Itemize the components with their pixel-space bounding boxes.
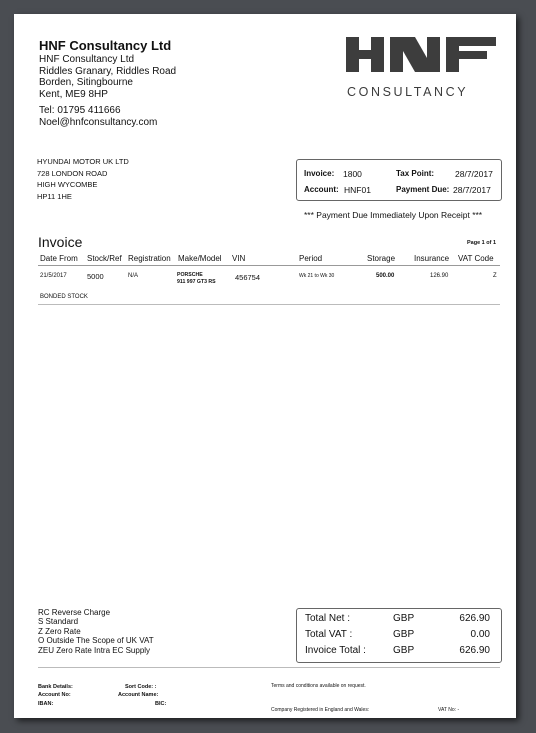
cell-period: Wk 21 to Wk 30: [299, 273, 335, 279]
company-phone: Tel: 01795 411666: [39, 105, 121, 116]
legend-item: Z Zero Rate: [38, 626, 81, 636]
total-vat-value: 0.00: [470, 629, 490, 640]
company-name: HNF Consultancy Ltd: [39, 38, 172, 53]
col-header-make-model: Make/Model: [178, 254, 222, 263]
invoice-number-label: Invoice:: [304, 169, 335, 178]
col-header-stock-ref: Stock/Ref: [87, 254, 122, 263]
tax-point-label: Tax Point:: [396, 169, 435, 178]
invoice-total-value: 626.90: [459, 645, 490, 656]
col-header-vin: VIN: [232, 254, 246, 263]
address-line: Borden, Sitingbourne: [39, 77, 133, 89]
col-header-period: Period: [299, 254, 323, 263]
col-header-date-from: Date From: [40, 254, 78, 263]
company-contact: [39, 105, 157, 128]
customer-line: HP11 1HE: [37, 191, 72, 201]
cell-stock-ref: 5000: [87, 272, 104, 281]
col-header-insurance: Insurance: [414, 254, 450, 263]
cell-insurance: 126.90: [430, 273, 449, 279]
table-header-rule: [38, 265, 500, 266]
totals-box: [296, 608, 502, 663]
address-line: Kent, ME9 8HP: [39, 88, 108, 100]
cell-vat-code: Z: [493, 273, 497, 279]
bic-label: BIC:: [155, 701, 167, 707]
customer-line: HYUNDAI MOTOR UK LTD: [37, 157, 129, 166]
total-net-label: Total Net :: [305, 613, 351, 624]
legend-item: ZEU Zero Rate Intra EC Supply: [38, 645, 151, 655]
address-line: Riddles Granary, Riddles Road: [39, 65, 177, 77]
invoice-total-currency: GBP: [393, 645, 415, 656]
cell-model: 911 997 GT3 RS: [177, 279, 216, 285]
cell-registration: N/A: [128, 273, 139, 279]
payment-due-date: 28/7/2017: [453, 185, 491, 195]
invoice-info-box: [296, 159, 502, 201]
invoice-page: [14, 14, 516, 718]
cell-make: PORSCHE: [177, 272, 203, 278]
company-email: Noel@hnfconsultancy.com: [39, 116, 158, 128]
customer-line: HIGH WYCOMBE: [37, 180, 98, 190]
account-name-label: Account Name:: [118, 692, 159, 698]
payment-note: *** Payment Due Immediately Upon Receipt ***: [304, 210, 483, 220]
customer-address: [37, 156, 129, 202]
table-end-rule: [38, 304, 500, 305]
company-address: [39, 54, 176, 100]
legend-item: O Outside The Scope of UK VAT: [38, 636, 154, 646]
iban-label: IBAN:: [38, 701, 54, 707]
sort-code-label: Sort Code: :: [125, 684, 157, 690]
address-line: HNF Consultancy Ltd: [39, 54, 135, 65]
total-vat-label: Total VAT :: [305, 629, 353, 640]
footer-rule: [38, 667, 500, 668]
vat-code-legend: [38, 608, 154, 655]
document-title: Invoice: [38, 234, 83, 250]
cell-date-from: 21/5/2017: [40, 273, 67, 279]
logo-subtitle: CONSULTANCY: [347, 85, 469, 99]
total-vat-currency: GBP: [393, 629, 415, 640]
bank-details-label: Bank Details:: [38, 684, 73, 690]
tax-point-date: 28/7/2017: [455, 169, 493, 179]
account-label: Account:: [304, 185, 339, 194]
company-registration: Company Registered in England and Wales:: [271, 707, 370, 713]
total-net-currency: GBP: [393, 613, 415, 624]
logo-mark: [346, 37, 496, 72]
legend-item: S Standard: [38, 617, 79, 627]
customer-line: 728 LONDON ROAD: [37, 168, 108, 178]
invoice-total-label: Invoice Total :: [305, 645, 366, 656]
terms-note: Terms and conditions available on request.: [271, 683, 366, 689]
col-header-storage: Storage: [367, 254, 396, 263]
vat-number: VAT No: -: [438, 707, 460, 713]
total-net-value: 626.90: [459, 613, 490, 624]
account-code: HNF01: [344, 185, 371, 195]
page-counter: Page 1 of 1: [467, 240, 497, 246]
row-note: BONDED STOCK: [40, 294, 88, 300]
payment-due-label: Payment Due:: [396, 185, 450, 194]
col-header-vat-code: VAT Code: [458, 254, 494, 263]
cell-storage: 500.00: [376, 273, 395, 279]
cell-vin: 456754: [235, 273, 261, 282]
col-header-registration: Registration: [128, 254, 171, 263]
invoice-number: 1800: [343, 169, 362, 179]
account-no-label: Account No:: [38, 692, 71, 698]
legend-item: RC Reverse Charge: [38, 608, 111, 617]
